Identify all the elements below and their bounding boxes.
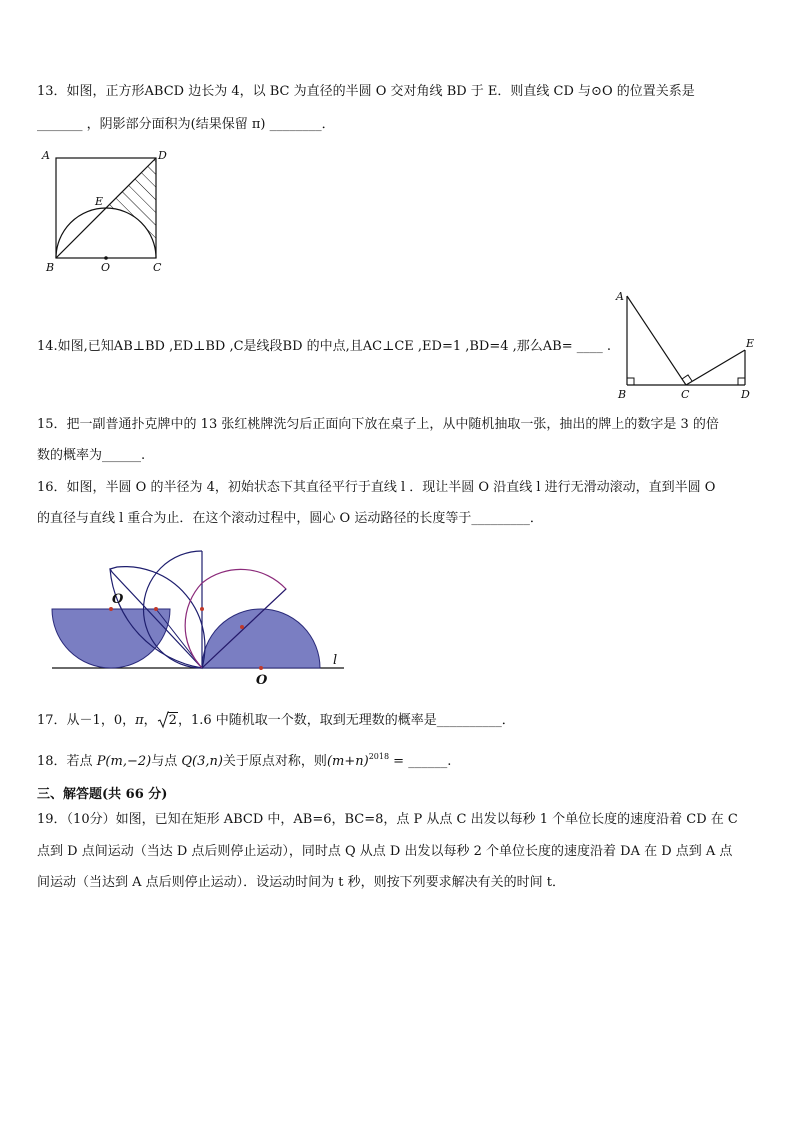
q16-text-line2: 的直径与直线 l 重合为止．在这个滚动过程中，圆心 O 运动路径的长度等于_________． (37, 511, 543, 526)
q19-text-line2: 点到 D 点间运动（当达 D 点后则停止运动），同时点 Q 从点 D 出发以每秒 2 个单位长度的速度沿着 DA 在 D 点到 A 点 (37, 844, 733, 859)
q18-mid: 与点 (151, 754, 182, 769)
q13-figure (38, 146, 178, 276)
q19-text-line1: 19．（10分）如图，已知在矩形 ABCD 中，AB=6，BC=8，点 P 从点 C 出发以每秒 1 个单位长度的速度沿着 CD 在 C (37, 812, 738, 827)
q13-text-line1: 13．如图，正方形ABCD 边长为 4，以 BC 为直径的半圆 O 交对角线 BD 于 E．则直线 CD 与⊙O 的位置关系是 (37, 84, 695, 99)
q17-text (37, 712, 515, 730)
q16-rolling-arc-3 (185, 583, 202, 668)
q15-text-line2: 数的概率为______. (37, 448, 146, 463)
sqrt-icon (157, 711, 169, 729)
q18-sum: (m+n) (326, 754, 369, 769)
q16-center-dot-5 (259, 666, 263, 670)
q13-label-c: C (153, 261, 162, 274)
q14-label-c: C (681, 388, 690, 401)
q18-point-q: Q(3,n) (181, 754, 223, 769)
q14-figure (610, 288, 760, 403)
q16-figure (48, 543, 353, 691)
q13-text-line2: _______ ，阴影部分面积为(结果保留 π) ________． (37, 117, 335, 132)
q17-sep: ， (143, 713, 157, 728)
q16-label-o-top: O (112, 592, 124, 607)
q16-center-dot-3 (200, 607, 204, 611)
q16-semicircle-final (202, 609, 320, 668)
q19-text-line3: 间运动（当达到 A 点后则停止运动）．设运动时间为 t 秒，则按下列要求解决有关的时间 t． (37, 875, 565, 890)
q14-right-angle-d (738, 378, 745, 385)
q17-prefix: 17．从－1，0， (37, 713, 136, 728)
q16-text-line1: 16．如图，半圆 O 的半径为 4，初始状态下其直径平行于直线 l ．现让半圆 O 沿直线 l 进行无滑动滚动，直到半圆 O (37, 480, 716, 495)
q14-label-b: B (618, 388, 627, 401)
q16-label-o-bottom: O (256, 673, 268, 688)
q16-center-dot-4 (240, 625, 244, 629)
q16-center-dot-1 (109, 607, 113, 611)
q17-suffix: ，1.6 中随机取一个数，取到无理数的概率是__________． (177, 713, 515, 728)
q17-sqrt (157, 712, 178, 730)
q13-center-dot (104, 256, 108, 260)
q16-center-dot-2 (154, 607, 158, 611)
q13-label-b: B (46, 261, 55, 274)
q18-point-p: P(m,−2) (96, 754, 152, 769)
q16-label-l: l (333, 653, 338, 668)
q18-prefix: 18．若点 (37, 754, 97, 769)
q14-label-e: E (746, 337, 755, 350)
q17-sqrt-arg: 2 (168, 713, 177, 728)
q18-suffix: = ______. (389, 754, 452, 769)
q14-label-d: D (741, 388, 750, 401)
q15-text-line1: 15．把一副普通扑克牌中的 13 张红桃牌洗匀后正面向下放在桌子上，从中随机抽取一张，抽出的牌上的数字是 3 的倍 (37, 417, 719, 432)
q13-label-e: E (95, 195, 104, 208)
q14-text-line1: 14.如图,已知AB⊥BD ,ED⊥BD ,C是线段BD 的中点,且AC⊥CE ,ED=1 ,BD=4 ,那么AB= ____ . (37, 339, 612, 354)
q14-right-angle-c (682, 375, 692, 381)
section-title: 三、解答题(共 66 分) (37, 787, 168, 802)
q13-label-d: D (158, 149, 167, 162)
q14-label-a: A (616, 290, 624, 303)
q18-text (37, 753, 451, 771)
q14-segment-ac (627, 296, 686, 385)
q17-pi: π (135, 713, 144, 728)
q13-label-a: A (42, 149, 50, 162)
q14-segment-ce (686, 350, 745, 385)
q18-mid2: 关于原点对称，则 (222, 754, 327, 769)
q18-exponent: 2018 (368, 752, 390, 761)
q13-label-o: O (101, 261, 111, 274)
q16-semicircle-initial (52, 609, 170, 668)
q14-right-angle-b (627, 378, 634, 385)
